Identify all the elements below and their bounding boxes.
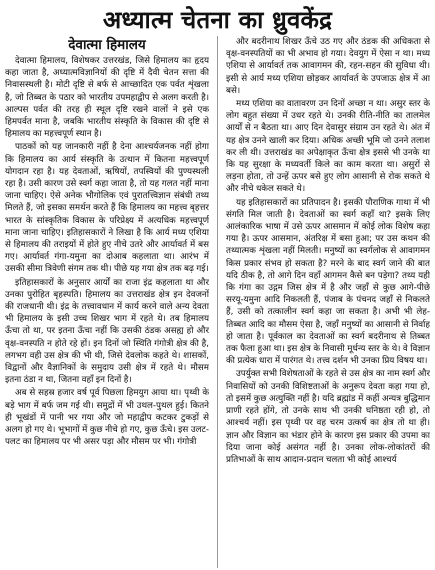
paragraph: इतिहासकारों के अनुसार आर्यों का राजा इंद्र कहलाता था और उनका पुरोहित बृहस्पति। हिमालय का उत्तराखंड क्षेत्र इन देवजनों की राजधानी थी। इंद्र के तत्त्वावधान में कार्य करने वाले अन्य देवता भी हिमालय के इसी उच्च शिखर भाग में रहते थे। तब हिमालय ऊँचा तो था, पर इतना ऊँचा नहीं कि उसकी ठंडक असह्य हो और वृक्ष-वनस्पति न होते रहे हों। इन दिनों जो स्थिति गंगोत्री क्षेत्र की है, लगभग वही उस क्षेत्र की भी थी, जिसे देवलोक कहते थे। शासकों, विद्वानों और वैज्ञानिकों के समुदाय उसी क्षेत्र में रहते थे। मौसम इतना ठंडा न था, जितना वहाँ इन दिनों है। (5, 277, 209, 386)
page-title: अध्यात्म चेतना का ध्रुवकेंद्र (102, 6, 333, 34)
left-column (5, 36, 209, 568)
paragraph: उपर्युक्त सभी विशेषताओं के रहते से उस क्षेत्र का नाम स्वर्ग और निवासियों को उनकी विशिष्टताओं के अनुरूप देवता कहा गया हो, तो इसमें कुछ अत्युक्ति नहीं है। यदि ब्रह्मांड में कहीं अन्यत्र बुद्धिमान प्राणी रहते होंगे, तो उनके साथ भी उनकी घनिष्ठता रही हो, तो आश्चर्य नहीं। इस पृथ्वी पर वह चरम उत्कर्ष का क्षेत्र तो था ही। ज्ञान और विज्ञान का भंडार होने के कारण इस प्रकार की उपमा का दिया जाना कोई असंगत नहीं है। उनका लोक-लोकांतरों की प्रतिभाओं के साथ आदान-प्रदान चलता भी कोई आश्चर्य (226, 369, 430, 465)
column-divider (217, 36, 218, 568)
article-columns (5, 36, 430, 568)
paragraph: और बदरीनाथ शिखर ऊँचे उठ गए और ठंडक की अधिकता से वृक्ष-वनस्पतियों का भी अभाव हो गया। देवयुग में ऐसा न था। मध्य एशिया से आर्यावर्त तक आवागमन की, रहन-सहन की सुविधा थी। इसी से आर्य मध्य एशिया छोड़कर आर्यावर्त के उपजाऊ क्षेत्र में आ बसे। (226, 37, 430, 96)
right-column (226, 36, 430, 568)
paragraph: देवात्मा हिमालय, विशेषकर उत्तरखंड, जिसे हिमालय का हृदय कहा जाता है, अध्यात्मविज्ञानियों की दृष्टि में दैवी चेतन सत्ता की निवासस्थली है। मोटी दृष्टि से बर्फ से आच्छादित एक पर्वत शृंखला है, जो तिब्बत के पठार को भारतीय उपमहाद्वीप से अलग करती है। आल्पस पर्वत की तरह ही स्थूल दृष्टि रखने वालों ने इसे एक हिमपर्वत माना है, जबकि भारतीय संस्कृति के विकास की दृष्टि से हिमालय का महत्त्वपूर्ण स्थान है। (5, 56, 209, 140)
paragraph: अब से सहस्र हजार वर्ष पूर्व पिछला हिमयुग आया था। पृथ्वी के बड़े भाग में बर्फ जम गई थी। समुद्रों में भी उथल-पुथल हुई। कितने ही भूखंडों में पानी भर गया और जो महाद्वीप कटकर टुकड़ों से अलग हो गए थे। भूभागों में कुछ नीचे हो गए, कुछ ऊँचे। इस उलट-पलट का हिमालय पर भी असर पड़ा और मौसम पर भी। गंगोत्री (5, 388, 209, 448)
paragraph: मध्य एशिया का वातावरण उन दिनों अच्छा न था। असुर स्तर के लोग बहुत संख्या में उधर रहते थे। उनकी रीति-नीति का तालमेल आर्यों से न बैठता था। आए दिन देवासुर संग्राम उन रहते थे। अंत में यह क्षेत्र उनने खाली कर दिया। अधिक अच्छी भूमि जो उनने तलाश कर ली थी। उत्तराखंड का अपेक्षाकृत ऊँचा क्षेत्र इससे भी उनके था कि यह सुरक्षा के मध्यवर्ती किले का काम करता था। असुरों से लड़ना होता, तो उन्हें ऊपर बसे हुए लोग आसानी से रोक सकते थे और नीचे धकेल सकते थे। (226, 99, 430, 195)
paragraph: यह इतिहासकारों का प्रतिपादन है। इसकी पौराणिक गाथा में भी संगति मिल जाती है। देवताओं का स्वर्ग कहाँ था? इसके लिए आलंकारिक भाषा में उसे ऊपर आसमान में कोई लोक विशेष कहा गया है। ऊपर आसमान, अंतरिक्ष में बसा हुआ; पर उस कथन की तथ्यात्मक शृंखला नहीं मिलती। मनुष्यों का स्वर्गलोक से आवागमन किस प्रकार संभव हो सकता है? मरने के बाद स्वर्ग जाने की बात यदि ठीक है, तो आगे दिन वहाँ आगमन कैसे बन पड़ेगा? तथ्य यही कि गंगा का उद्गम जिस क्षेत्र में है और जहाँ से कुछ आगे-पीछे सरयू-यमुना आदि निकलती हैं, पंजाब के पंचनद जहाँ से निकलते हैं, उसी को तत्कालीन स्वर्ग कहा जा सकता है। अभी भी लेह-तिब्बत आदि का मौसम ऐसा है, जहाँ मनुष्यों का आसानी से निर्वाह हो जाता है। पूर्वकाल का देवताओं का स्वर्ग बदरीनाथ से तिब्बत तक फैला हुआ था। इस क्षेत्र के निवासी मूर्धन्य स्तर के थे। वे विज्ञान की प्रत्येक धारा में पारंगत थे। तत्त्व दर्शन भी उनका प्रिय विषय था। (226, 197, 430, 367)
paragraph: पाठकों को यह जानकारी नहीं है देना आश्चर्यजनक नहीं होगा कि हिमालय का आर्य संस्कृति के उत्थान में कितना महत्त्वपूर्ण योगदान रहा है। यह देवताओं, ऋषियों, तपस्वियों की पुण्यस्थली रहा है। उसी कारण उसे स्वर्ग कहा जाता है, तो यह गलत नहीं माना जाना चाहिए। ऐसे अनेक भौगोलिक एवं पुरातत्त्विज्ञान संबंधी तथ्य मिलते हैं, जो इसका समर्थन करते हैं कि हिमालय का महत्त्व बृहत्तर भारत के सांस्कृतिक विकास के परिप्रेक्ष्य में अत्यधिक महत्त्वपूर्ण माना जाना चाहिए। इतिहासकारों ने लिखा है कि आर्य मध्य एशिया से हिमालय की तराइयों में होते हुए नीचे उतरे और आर्यावर्त में बस गए। आर्यावर्त गंगा-यमुना का दोआब कहलाता था। आरंभ में उसकी सीमा त्रिवेणी संगम तक थी। पीछे यह गया क्षेत्र तक बढ़ गई। (5, 142, 209, 275)
section-heading: देवात्मा हिमालय (68, 37, 146, 53)
